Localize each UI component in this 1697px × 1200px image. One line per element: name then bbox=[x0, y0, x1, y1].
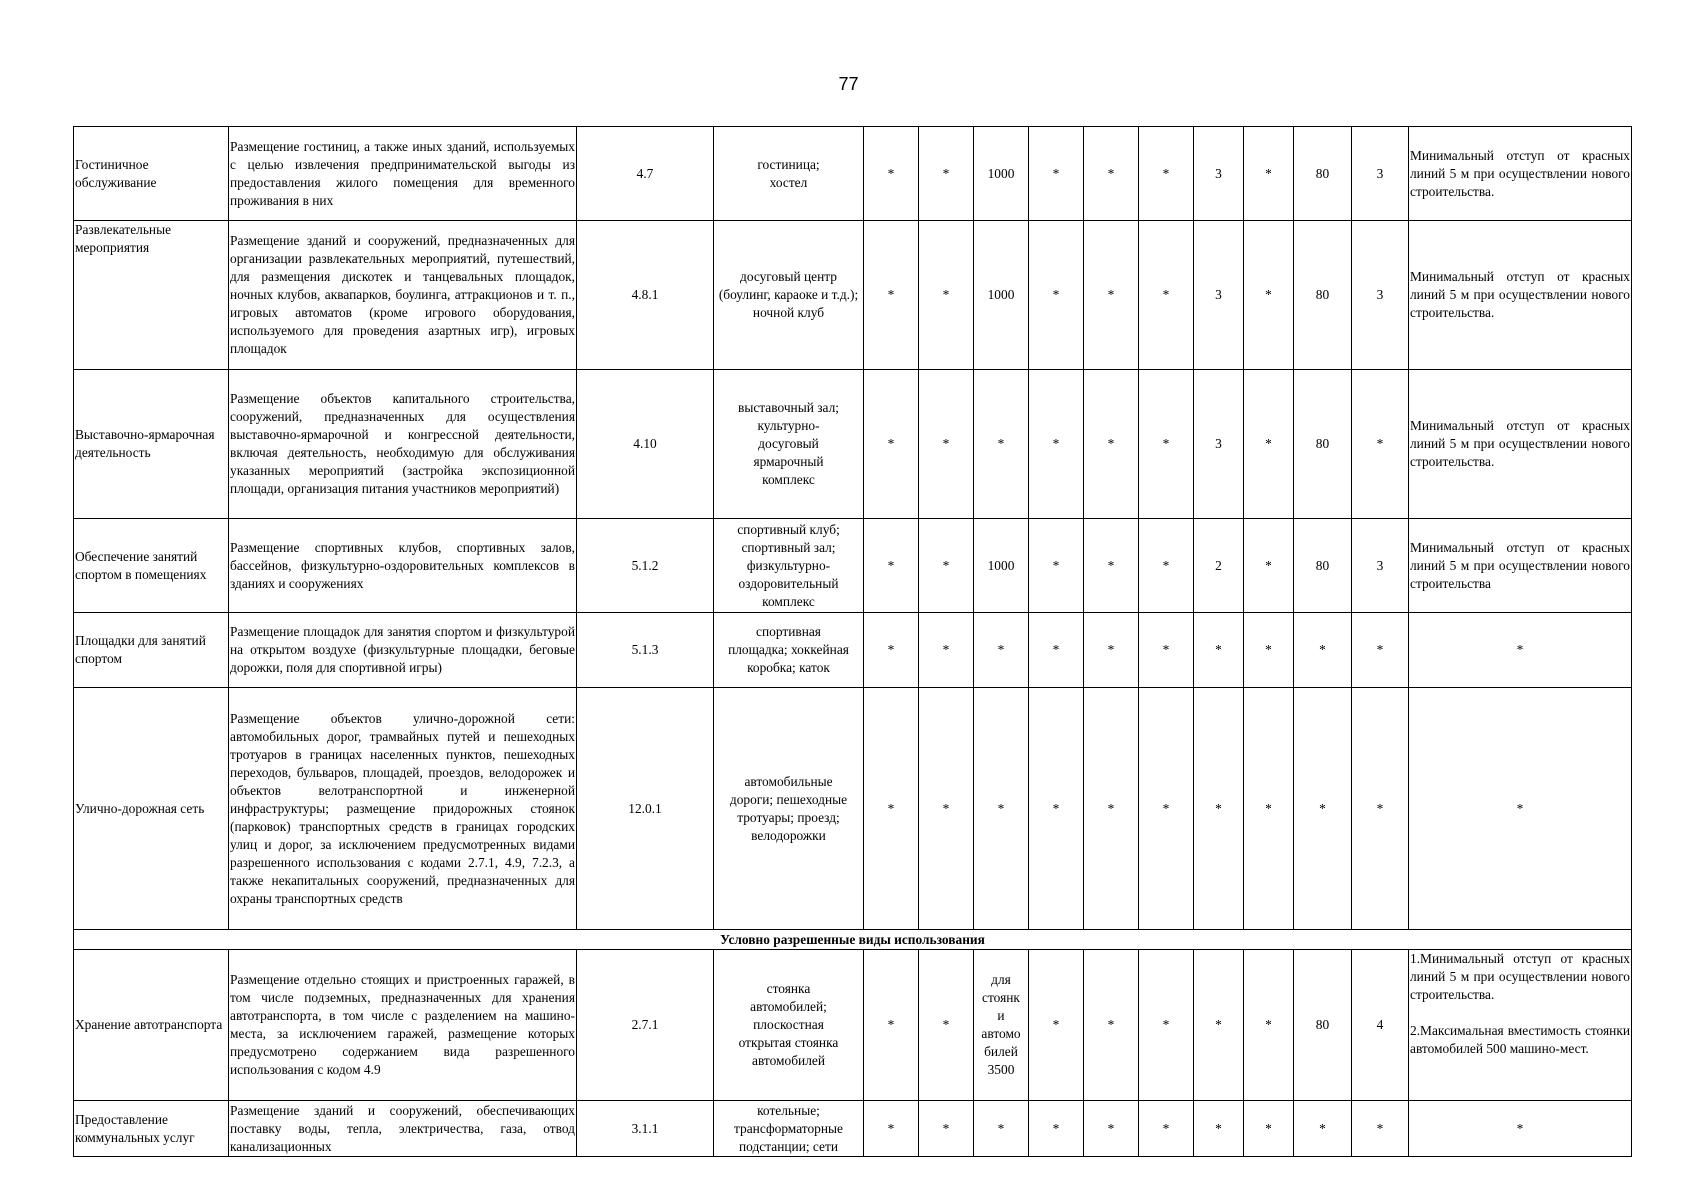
object-line: тротуары; проезд; bbox=[737, 809, 840, 825]
object-line: велодорожки bbox=[751, 827, 826, 843]
table-row bbox=[74, 1101, 1632, 1157]
permitted-objects bbox=[714, 370, 864, 519]
param-cell: * bbox=[864, 221, 919, 370]
note-cell bbox=[1409, 950, 1632, 1101]
table-row bbox=[74, 221, 1632, 370]
note-text: Минимальный отступ от красных линий 5 м при осуществлении нового строительства. bbox=[1410, 418, 1630, 469]
object-line: открытая стоянка bbox=[738, 1035, 839, 1050]
param-cell: * bbox=[1084, 688, 1139, 930]
note-spacer bbox=[1410, 1004, 1630, 1022]
object-line: автомобилей; bbox=[750, 999, 827, 1014]
object-line: автомобилей bbox=[752, 1053, 825, 1068]
param-cell: 1000 bbox=[974, 519, 1029, 613]
use-description: Размещение отдельно стоящих и пристроенных гаражей, в том числе подземных, предназначенных для хранения автотранспорта, в том числе с разделением на машино-места, за исключением гаражей, размещение которых предусмотрено содержанием вида разрешенного использования с кодом 4.9 bbox=[229, 950, 577, 1101]
object-line: плоскостная bbox=[753, 1017, 824, 1032]
object-line: комплекс bbox=[762, 593, 815, 609]
param-cell: * bbox=[919, 127, 974, 221]
use-code: 2.7.1 bbox=[577, 950, 714, 1101]
param-cell: * bbox=[1084, 127, 1139, 221]
param-cell: * bbox=[864, 688, 919, 930]
param-line: стоянк bbox=[982, 990, 1020, 1005]
param-cell: * bbox=[1139, 950, 1194, 1101]
param-cell: 80 bbox=[1294, 370, 1352, 519]
param-cell: * bbox=[974, 1101, 1029, 1157]
land-use-table bbox=[73, 126, 1632, 1157]
param-cell: * bbox=[919, 613, 974, 688]
param-cell: * bbox=[1139, 688, 1194, 930]
param-cell: 3 bbox=[1352, 221, 1409, 370]
param-cell: * bbox=[974, 613, 1029, 688]
note-text: 2.Максимальная вместимость стоянки автомобилей 500 машино-мест. bbox=[1410, 1023, 1630, 1056]
param-cell: * bbox=[1352, 370, 1409, 519]
permitted-objects bbox=[714, 950, 864, 1101]
object-line: досуговый центр (боулинг, караоке и т.д.); ночной клуб bbox=[718, 269, 859, 320]
param-cell: * bbox=[1294, 613, 1352, 688]
page-number: 77 bbox=[838, 74, 859, 94]
param-cell: * bbox=[1244, 688, 1294, 930]
object-line: комплекс bbox=[762, 472, 815, 487]
use-description: Размещение зданий и сооружений, обеспечивающих поставку воды, тепла, электричества, газа, отвод канализационных bbox=[229, 1101, 577, 1157]
param-cell: * bbox=[919, 221, 974, 370]
object-line: оздоровительный bbox=[738, 575, 839, 591]
param-cell: * bbox=[864, 127, 919, 221]
param-cell: * bbox=[1084, 519, 1139, 613]
object-line: культурно- bbox=[757, 418, 820, 433]
param-cell: * bbox=[1244, 1101, 1294, 1157]
object-line: спортивная bbox=[756, 624, 821, 639]
object-line: площадка; хоккейная bbox=[728, 642, 849, 657]
param-cell: * bbox=[1244, 127, 1294, 221]
param-line: билей bbox=[984, 1044, 1018, 1059]
use-description: Размещение гостиниц, а также иных зданий, используемых с целью извлечения предпринимательской выгоды из предоставления жилого помещения для временного проживания в них bbox=[229, 127, 577, 221]
section-row bbox=[74, 930, 1632, 950]
use-code: 3.1.1 bbox=[577, 1101, 714, 1157]
param-cell: * bbox=[974, 688, 1029, 930]
param-cell: * bbox=[1029, 613, 1084, 688]
table-row bbox=[74, 688, 1632, 930]
use-code: 12.0.1 bbox=[577, 688, 714, 930]
param-cell: * bbox=[1244, 519, 1294, 613]
permitted-objects bbox=[714, 688, 864, 930]
table-row bbox=[74, 613, 1632, 688]
param-cell: * bbox=[1194, 613, 1244, 688]
use-code: 4.10 bbox=[577, 370, 714, 519]
use-description: Размещение объектов капитального строительства, сооружений, предназначенных для осуществления выставочно-ярмарочной и конгрессной деятельности, включая деятельность, необходимую для обслуживания указанных мероприятий (застройка экспозиционной площади, организация питания участников мероприятий) bbox=[229, 370, 577, 519]
param-cell: * bbox=[919, 688, 974, 930]
param-line: автомо bbox=[981, 1026, 1021, 1041]
param-cell: * bbox=[1084, 613, 1139, 688]
param-cell: * bbox=[1244, 950, 1294, 1101]
param-cell: * bbox=[1352, 613, 1409, 688]
object-line: автомобильные bbox=[744, 773, 833, 789]
param-cell: 3 bbox=[1194, 370, 1244, 519]
use-code: 4.7 bbox=[577, 127, 714, 221]
object-line: выставочный зал; bbox=[738, 400, 839, 415]
param-cell: * bbox=[1139, 613, 1194, 688]
param-cell: 4 bbox=[1352, 950, 1409, 1101]
permitted-objects bbox=[714, 613, 864, 688]
table-row bbox=[74, 127, 1632, 221]
table-row bbox=[74, 519, 1632, 613]
param-cell: * bbox=[1244, 613, 1294, 688]
use-code: 4.8.1 bbox=[577, 221, 714, 370]
param-cell: * bbox=[1244, 221, 1294, 370]
use-name: Гостиничное обслуживание bbox=[74, 127, 229, 221]
param-cell: * bbox=[1029, 519, 1084, 613]
permitted-objects bbox=[714, 1101, 864, 1157]
object-line: котельные; bbox=[757, 1102, 820, 1118]
param-line: 3500 bbox=[987, 1062, 1015, 1077]
param-cell: * bbox=[1029, 688, 1084, 930]
use-code: 5.1.3 bbox=[577, 613, 714, 688]
note-text: 1.Минимальный отступ от красных линий 5 м при осуществлении нового строительства. bbox=[1410, 951, 1630, 1002]
use-description: Размещение площадок для занятия спортом и физкультурой на открытом воздухе (физкультурные площадки, беговые дорожки, поля для спортивной игры) bbox=[229, 613, 577, 688]
param-cell: * bbox=[864, 950, 919, 1101]
note-cell: * bbox=[1409, 688, 1632, 930]
param-cell: * bbox=[1029, 370, 1084, 519]
permitted-objects bbox=[714, 127, 864, 221]
note-cell: * bbox=[1409, 613, 1632, 688]
note-cell bbox=[1409, 127, 1632, 221]
param-cell: * bbox=[1294, 1101, 1352, 1157]
param-cell: 2 bbox=[1194, 519, 1244, 613]
param-line: и bbox=[997, 1008, 1005, 1023]
note-text: Минимальный отступ от красных линий 5 м при осуществлении нового строительства bbox=[1410, 539, 1630, 591]
param-cell: 80 bbox=[1294, 221, 1352, 370]
object-line: трансформаторные bbox=[734, 1120, 843, 1136]
use-name: Обеспечение занятий спортом в помещениях bbox=[74, 519, 229, 613]
note-text: Минимальный отступ от красных линий 5 м при осуществлении нового строительства. bbox=[1410, 269, 1630, 320]
param-cell: * bbox=[1084, 221, 1139, 370]
param-cell: * bbox=[1029, 127, 1084, 221]
param-line: для bbox=[991, 972, 1011, 987]
param-cell: 80 bbox=[1294, 950, 1352, 1101]
use-name: Площадки для занятий спортом bbox=[74, 613, 229, 688]
permitted-objects bbox=[714, 519, 864, 613]
permitted-objects bbox=[714, 221, 864, 370]
object-line: спортивный клуб; bbox=[737, 521, 840, 537]
param-cell: * bbox=[919, 370, 974, 519]
use-name: Развлекательные мероприятия bbox=[74, 221, 229, 370]
note-cell bbox=[1409, 370, 1632, 519]
use-code: 5.1.2 bbox=[577, 519, 714, 613]
note-text: Минимальный отступ от красных линий 5 м при осуществлении нового строительства. bbox=[1410, 147, 1630, 199]
object-line: хостел bbox=[769, 174, 808, 190]
object-line: дороги; пешеходные bbox=[729, 791, 848, 807]
object-line: подстанции; сети bbox=[739, 1138, 838, 1154]
use-name: Хранение автотранспорта bbox=[74, 950, 229, 1101]
object-line: стоянка bbox=[766, 981, 811, 996]
param-cell: * bbox=[1084, 950, 1139, 1101]
param-cell: * bbox=[919, 1101, 974, 1157]
param-cell: 3 bbox=[1352, 519, 1409, 613]
param-cell: * bbox=[1139, 1101, 1194, 1157]
param-cell: * bbox=[864, 613, 919, 688]
param-cell: 80 bbox=[1294, 127, 1352, 221]
use-description: Размещение зданий и сооружений, предназначенных для организации развлекательных мероприятий, путешествий, для размещения дискотек и танцевальных площадок, ночных клубов, аквапарков, боулинга, аттракционов и т. п., игровых автоматов (кроме игрового оборудования, используемого для проведения азартных игр), игровых площадок bbox=[229, 221, 577, 370]
param-cell: * bbox=[1244, 370, 1294, 519]
use-description: Размещение объектов улично-дорожной сети: автомобильных дорог, трамвайных путей и пешеходных тротуаров в границах населенных пунктов, пешеходных переходов, бульваров, площадей, проездов, велодорожек и объектов велотранспортной и инженерной инфраструктуры; размещение придорожных стоянок (парковок) транспортных средств в границах городских улиц и дорог, за исключением предусмотренных видами разрешенного использования с кодами 2.7.1, 4.9, 7.2.3, а также некапитальных сооружений, предназначенных для охраны транспортных средств bbox=[229, 688, 577, 930]
use-name: Выставочно-ярмарочная деятельность bbox=[74, 370, 229, 519]
param-cell: * bbox=[1084, 1101, 1139, 1157]
param-cell: * bbox=[1029, 950, 1084, 1101]
param-cell: * bbox=[1194, 688, 1244, 930]
param-cell: * bbox=[1139, 221, 1194, 370]
object-line: коробка; каток bbox=[747, 660, 830, 675]
object-line: досуговый bbox=[758, 436, 819, 451]
param-cell: * bbox=[1139, 127, 1194, 221]
param-cell: * bbox=[919, 950, 974, 1101]
use-name: Улично-дорожная сеть bbox=[74, 688, 229, 930]
param-cell: * bbox=[864, 1101, 919, 1157]
table-row bbox=[74, 950, 1632, 1101]
param-cell: 80 bbox=[1294, 519, 1352, 613]
param-cell: 3 bbox=[1352, 127, 1409, 221]
param-cell: 1000 bbox=[974, 127, 1029, 221]
note-cell bbox=[1409, 519, 1632, 613]
param-cell: * bbox=[864, 370, 919, 519]
object-line: физкультурно- bbox=[746, 557, 831, 573]
object-line: спортивный зал; bbox=[741, 539, 836, 555]
table-row bbox=[74, 370, 1632, 519]
param-cell: * bbox=[864, 519, 919, 613]
param-cell: 3 bbox=[1194, 221, 1244, 370]
param-cell: * bbox=[974, 370, 1029, 519]
param-cell: * bbox=[1352, 688, 1409, 930]
param-cell: 3 bbox=[1194, 127, 1244, 221]
use-description: Размещение спортивных клубов, спортивных залов, бассейнов, физкультурно-оздоровительных комплексов в зданиях и сооружениях bbox=[229, 519, 577, 613]
param-cell: * bbox=[1294, 688, 1352, 930]
param-cell: * bbox=[1352, 1101, 1409, 1157]
object-line: ярмарочный bbox=[753, 454, 824, 469]
param-cell: * bbox=[1029, 1101, 1084, 1157]
param-cell: 1000 bbox=[974, 221, 1029, 370]
note-cell bbox=[1409, 221, 1632, 370]
param-cell: * bbox=[1084, 370, 1139, 519]
param-cell: * bbox=[1139, 519, 1194, 613]
param-cell: * bbox=[1194, 950, 1244, 1101]
object-line: гостиница; bbox=[757, 156, 820, 172]
param-cell: * bbox=[1139, 370, 1194, 519]
param-cell bbox=[974, 950, 1029, 1101]
section-heading: Условно разрешенные виды использования bbox=[74, 930, 1632, 950]
param-cell: * bbox=[1029, 221, 1084, 370]
use-name: Предоставление коммунальных услуг bbox=[74, 1101, 229, 1157]
param-cell: * bbox=[919, 519, 974, 613]
note-cell: * bbox=[1409, 1101, 1632, 1157]
param-cell: * bbox=[1194, 1101, 1244, 1157]
